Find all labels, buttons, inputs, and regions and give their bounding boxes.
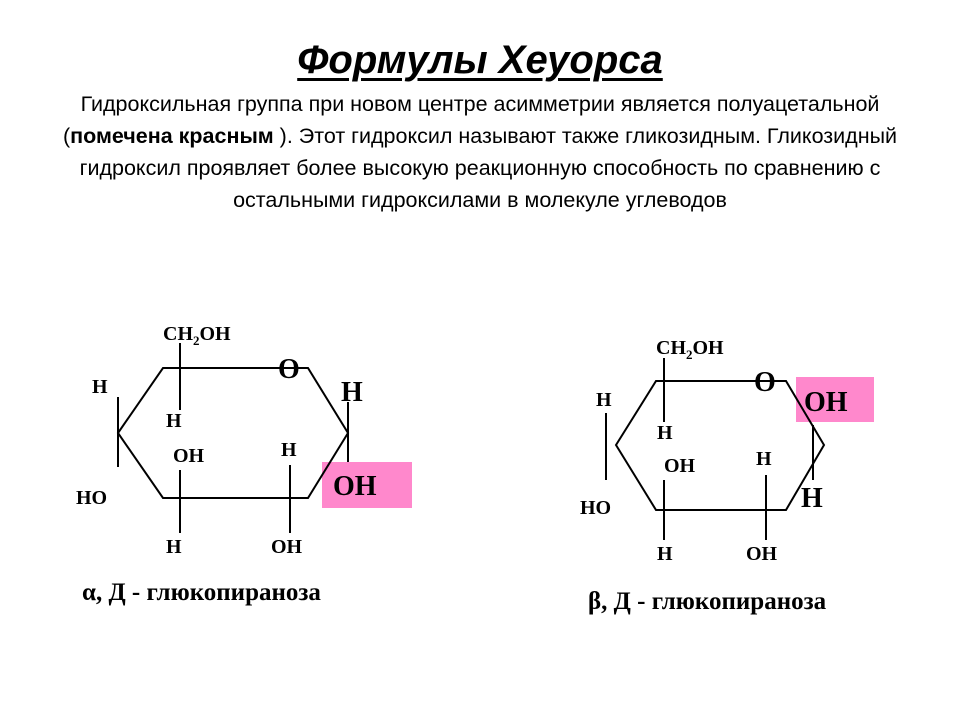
- beta-ring: [616, 381, 824, 510]
- alpha-caption: α, Д - глюкопираноза: [82, 579, 321, 606]
- alpha-c5-h-label: H: [166, 410, 182, 432]
- slide-title-text: Формулы Хеуорса: [297, 38, 663, 82]
- description-part1: Гидроксильная группа при новом центре асимметрии является полуацетальной (: [62, 92, 880, 148]
- alpha-c4-top-label: H: [92, 376, 108, 398]
- beta-c3-top-label: OH: [664, 455, 696, 477]
- beta-structure: [580, 337, 874, 615]
- beta-ring-oxygen: O: [754, 367, 776, 398]
- beta-ch2oh-label: $CH_2OH$: [656, 337, 724, 362]
- beta-c1-bottom-label: H: [801, 483, 823, 514]
- alpha-ch2oh-label: $CH_2OH$: [163, 323, 231, 348]
- alpha-structure: [76, 323, 412, 606]
- beta-c1-glycosidic-oh: OH: [804, 387, 848, 418]
- alpha-c4-bottom-label: HO: [76, 487, 108, 509]
- alpha-ring-oxygen: O: [278, 354, 300, 385]
- alpha-c3-top-label: OH: [173, 445, 205, 467]
- beta-c2-bottom-label: OH: [746, 543, 778, 565]
- description-bold: помечена красным: [70, 124, 274, 148]
- alpha-c1-top-label: H: [341, 377, 363, 408]
- alpha-c2-bottom-label: OH: [271, 536, 303, 558]
- alpha-c1-glycosidic-oh: OH: [333, 471, 377, 502]
- beta-c2-top-label: H: [756, 448, 772, 470]
- beta-c4-top-label: H: [596, 389, 612, 411]
- alpha-ring: [118, 368, 348, 498]
- beta-c3-bottom-label: H: [657, 543, 673, 565]
- alpha-c2-top-label: H: [281, 439, 297, 461]
- description-part2: ). Этот гидроксил называют также гликозидным. Гликозидный гидроксил проявляет более высокую реакционную способность по сравнению с остальными гидроксилами в молекуле углеводов: [79, 124, 898, 212]
- beta-c4-bottom-label: HO: [580, 497, 612, 519]
- alpha-c3-bottom-label: H: [166, 536, 182, 558]
- beta-c5-h-label: H: [657, 422, 673, 444]
- beta-caption: β, Д - глюкопираноза: [588, 588, 827, 615]
